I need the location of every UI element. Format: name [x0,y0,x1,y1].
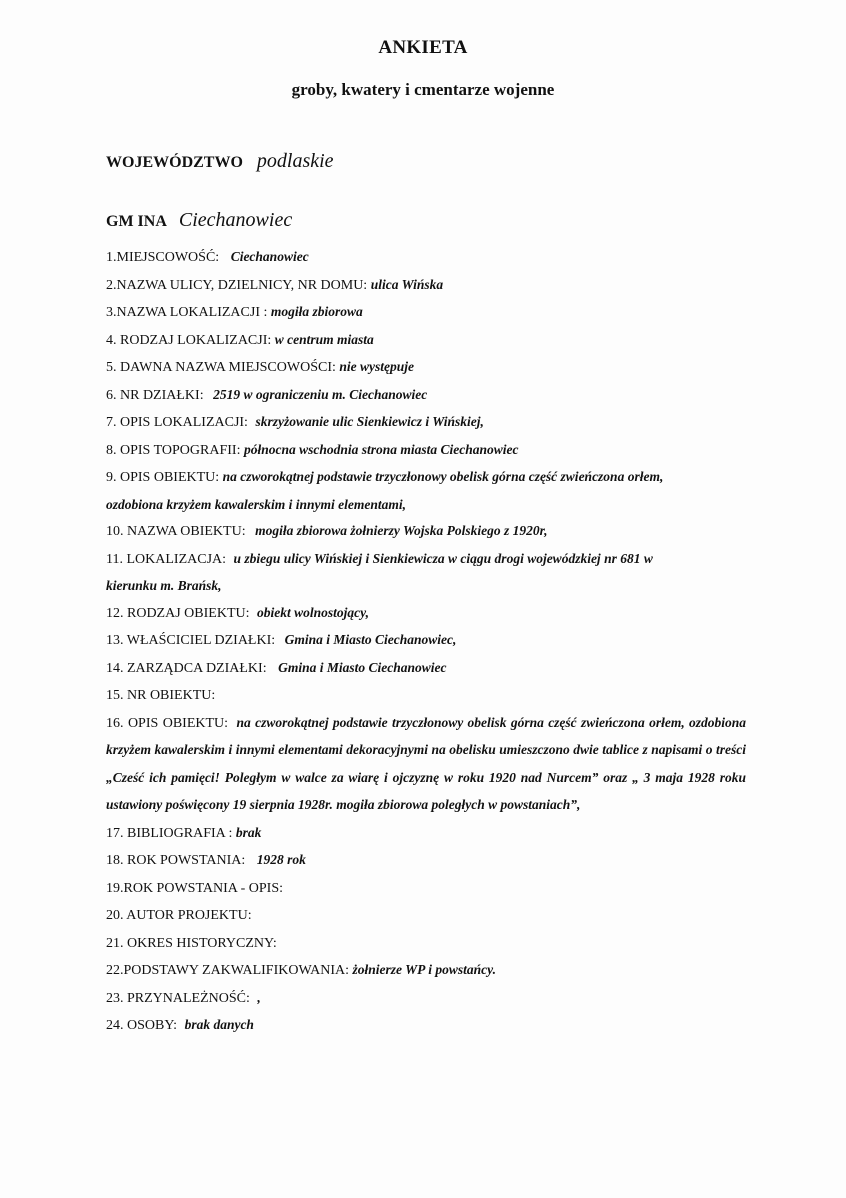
item-label: 15. NR OBIEKTU: [106,688,216,703]
item-label: 21. OKRES HISTORYCZNY: [106,935,277,951]
item-value: na czworokątnej podstawie trzyczłonowy obelisk górna część zwieńczona orłem, [222,469,664,484]
item-value: w centrum miasta [274,331,374,347]
gmina-line [106,209,292,232]
item-value: nie występuje [339,359,415,374]
survey-item-8 [106,437,746,465]
item-label: 22.PODSTAWY ZAKWALIFIKOWANIA: [106,963,349,978]
survey-item-18 [106,847,746,875]
survey-item-10 [106,518,746,546]
item-label: 23. PRZYNALEŻNOŚĆ: [106,990,250,1006]
item-label: 20. AUTOR PROJEKTU: [106,908,252,923]
survey-item-5 [106,354,746,382]
item-value: Gmina i Miasto Ciechanowiec [278,659,447,675]
gmina-label: GM INA [106,213,167,230]
item-value: u zbiegu ulicy Wińskiej i Sienkiewicza w ciągu drogi wojewódzkiej nr 681 w [233,550,653,566]
item-label: 8. OPIS TOPOGRAFII: [106,442,241,458]
item-label: 6. NR DZIAŁKI: [106,387,204,403]
item-label: 5. DAWNA NAZWA MIEJSCOWOŚCI: [106,360,336,375]
survey-item-21 [106,930,746,958]
item-value-continued: kierunku m. Brańsk, [106,578,222,593]
item-value: Gmina i Miasto Ciechanowiec, [284,632,457,647]
item-value-continued: ozdobiona krzyżem kawalerskim i innymi elementami, [106,496,407,512]
item-label: 2.NAZWA ULICY, DZIELNICY, NR DOMU: [106,277,368,293]
survey-item-20 [106,902,746,930]
item-label: 16. OPIS OBIEKTU: [106,715,229,731]
document-subtitle: groby, kwatery i cmentarze wojenne [291,80,555,99]
item-label: 1.MIEJSCOWOŚĆ: [106,250,220,265]
item-label: 19.ROK POWSTANIA - OPIS: [106,880,284,896]
survey-item-14 [106,655,746,683]
item-value: obiekt wolnostojący, [257,604,369,620]
survey-item-6 [106,382,746,410]
item-label: 9. OPIS OBIEKTU: [106,470,220,485]
survey-item-3 [106,299,746,327]
gmina-value: Ciechanowiec [178,209,293,231]
item-value: na czworokątnej podstawie trzyczłonowy obelisk górna część zwieńczona orłem, ozdobiona krzyżem kawalerskim i innymi elementami dekoracyjnymi na obelisku umieszczono dwie tablice z napisami o treści „Cześć ich pamięci! Poległym w walce za wiarę i ojczyznę w roku 1920 nad Nurcem” oraz „ 3 maja 1928 roku ustawiony poświęcony 19 sierpnia 1928r. mogiła zbiorowa poległych w powstaniach”, [106,714,747,812]
document-title: ANKIETA [378,37,468,58]
survey-item-9 [106,464,746,518]
survey-item-22 [106,957,746,985]
survey-item-23 [106,985,746,1013]
item-value: brak danych [184,1017,254,1032]
item-label: 11. LOKALIZACJA: [106,551,227,567]
item-value: , [257,989,261,1005]
item-value: mogiła zbiorowa żołnierzy Wojska Polskiego z 1920r, [255,523,548,538]
item-value: północna wschodnia strona miasta Ciechanowiec [243,441,519,457]
item-label: 14. ZARZĄDCA DZIAŁKI: [106,660,267,676]
item-label: 12. RODZAJ OBIEKTU: [106,605,250,621]
survey-item-4 [106,327,746,355]
survey-item-15 [106,682,746,710]
survey-item-17 [106,820,746,848]
item-value: mogiła zbiorowa [270,304,363,319]
item-label: 17. BIBLIOGRAFIA : [106,825,233,841]
item-label: 3.NAZWA LOKALIZACJI : [106,305,268,320]
survey-item-19 [106,875,746,903]
wojewodztwo-label: WOJEWÓDZTWO [106,154,243,171]
survey-item-12 [106,600,746,628]
wojewodztwo-value: podlaskie [256,150,334,172]
item-value: skrzyżowanie ulic Sienkiewicz i Wińskiej, [255,414,484,429]
item-label: 24. OSOBY: [106,1018,178,1033]
item-value: ulica Wińska [370,276,444,292]
survey-item-7 [106,409,746,437]
item-value: żołnierze WP i powstańcy. [352,962,497,977]
item-value: 1928 rok [256,852,306,867]
wojewodztwo-line [106,150,334,173]
item-value: 2519 w ograniczeniu m. Ciechanowiec [213,386,428,402]
survey-item-1 [106,244,746,272]
item-label: 18. ROK POWSTANIA: [106,853,246,868]
survey-item-24 [106,1012,746,1040]
item-label: 4. RODZAJ LOKALIZACJI: [106,332,272,348]
survey-item-16 [106,710,746,820]
item-label: 10. NAZWA OBIEKTU: [106,524,246,539]
survey-item-list [106,244,746,1040]
item-value: Ciechanowiec [230,249,309,264]
item-value: brak [235,824,262,840]
survey-item-2 [106,272,746,300]
item-label: 13. WŁAŚCICIEL DZIAŁKI: [106,633,276,648]
item-label: 7. OPIS LOKALIZACJI: [106,415,248,430]
survey-item-13 [106,627,746,655]
survey-item-11 [106,546,746,600]
